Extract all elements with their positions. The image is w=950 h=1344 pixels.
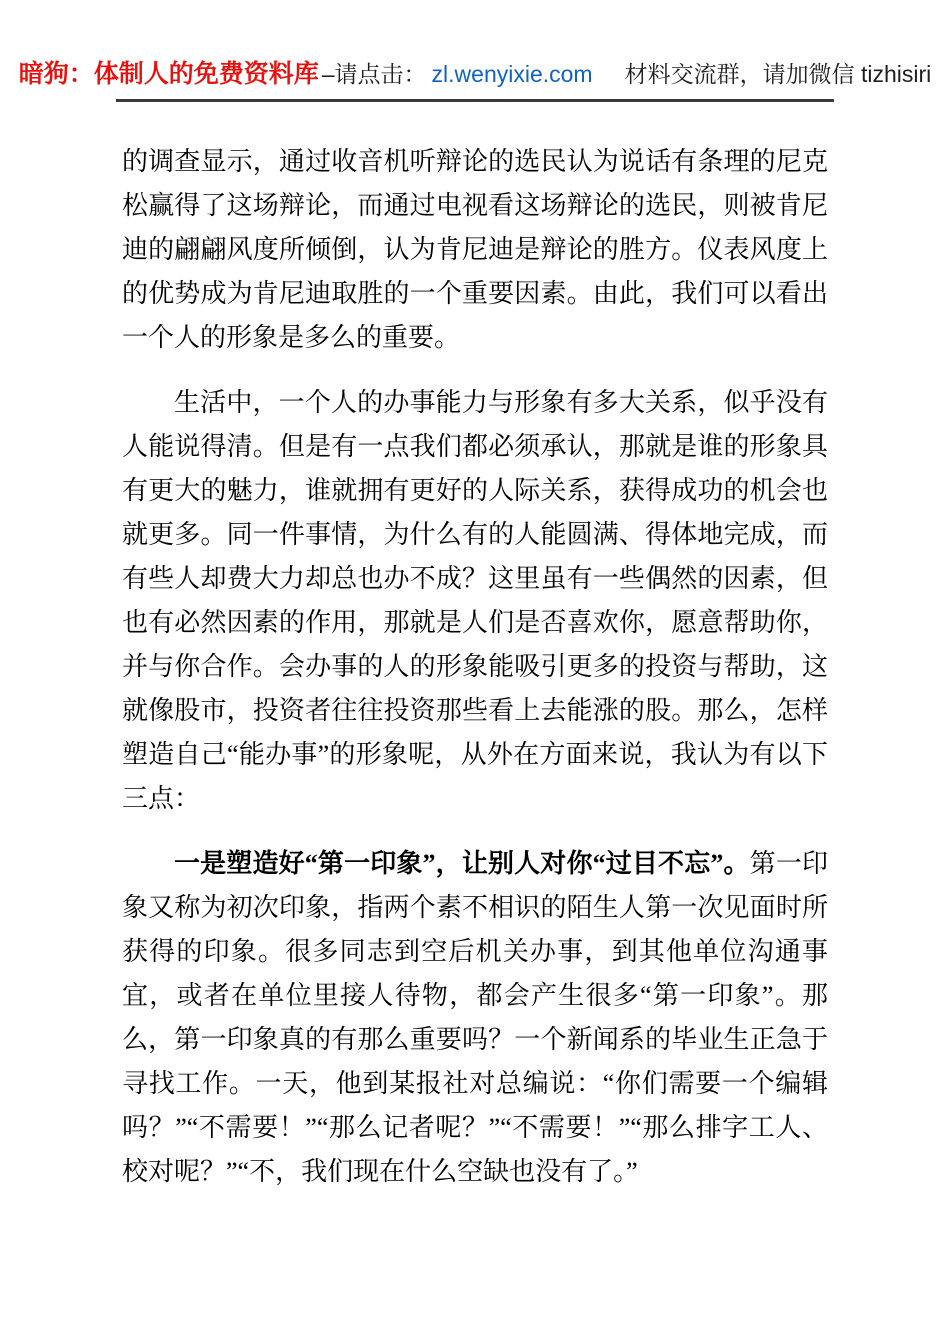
wechat-group-note: 材料交流群，请加微信 tizhisiri <box>624 61 932 87</box>
brand-text: 暗狗：体制人的免费资料库 <box>18 60 319 88</box>
click-prompt-text: –请点击： <box>321 61 427 87</box>
paragraph-3 <box>122 842 828 1194</box>
site-link[interactable]: zl.wenyixie.com <box>431 61 593 87</box>
document-body <box>122 140 828 1194</box>
paragraph-2: 生活中，一个人的办事能力与形象有多大关系，似乎没有人能说得清。但是有一点我们都必须承认，那就是谁的形象具有更大的魅力，谁就拥有更好的人际关系，获得成功的机会也就更多。同一件事情，为什么有的人能圆满、得体地完成，而有些人却费大力却总也办不成？这里虽有一些偶然的因素，但也有必然因素的作用，那就是人们是否喜欢你，愿意帮助你，并与你合作。会办事的人的形象能吸引更多的投资与帮助，这就像股市，投资者往往投资那些看上去能涨的股。那么，怎样塑造自己“能办事”的形象呢，从外在方面来说，我认为有以下三点： <box>122 388 828 813</box>
header-divider <box>116 99 834 102</box>
page-header <box>18 0 932 90</box>
paragraph-3-lead: 一是塑造好“第一印象”，让别人对你“过目不忘”。 <box>174 849 750 878</box>
paragraph-3-body: 第一印象又称为初次印象，指两个素不相识的陌生人第一次见面时所获得的印象。很多同志到空后机关办事，到其他单位沟通事宜，或者在单位里接人待物，都会产生很多“第一印象”。那么，第一印象真的有那么重要吗？一个新闻系的毕业生正急于寻找工作。一天，他到某报社对总编说：“你们需要一个编辑吗？”“不需要！”“那么记者呢？”“不需要！”“那么排字工人、校对呢？”“不，我们现在什么空缺也没有了。” <box>122 849 828 1186</box>
paragraph-1: 的调查显示，通过收音机听辩论的选民认为说话有条理的尼克松赢得了这场辩论，而通过电视看这场辩论的选民，则被肯尼迪的翩翩风度所倾倒，认为肯尼迪是辩论的胜方。仪表风度上的优势成为肯尼迪取胜的一个重要因素。由此，我们可以看出一个人的形象是多么的重要。 <box>122 147 828 352</box>
